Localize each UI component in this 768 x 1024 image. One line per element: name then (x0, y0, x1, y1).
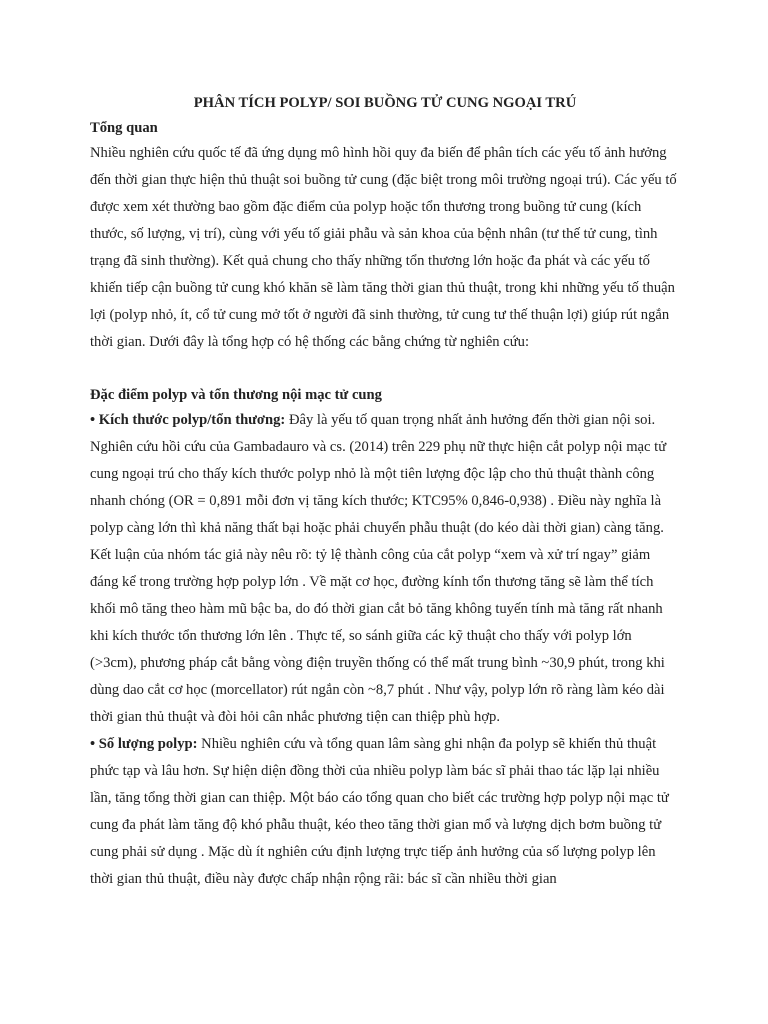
bullet-polyp-size (90, 407, 680, 731)
document-title: PHÂN TÍCH POLYP/ SOI BUỒNG TỬ CUNG NGOẠI TRÚ (193, 95, 577, 111)
overview-paragraph: Nhiều nghiên cứu quốc tế đã ứng dụng mô hình hồi quy đa biến để phân tích các yếu tố ảnh hưởng đến thời gian thực hiện thủ thuật soi buồng tử cung (đặc biệt trong môi trường ngoại trú). Các yếu tố được xem xét thường bao gồm đặc điểm của polyp hoặc tổn thương trong buồng tử cung (kích thước, số lượng, vị trí), cùng với yếu tố giải phẫu và sản khoa của bệnh nhân (tư thế tử cung, tình trạng đã sinh thường). Kết quả chung cho thấy những tổn thương lớn hoặc đa phát và các yếu tố khiến tiếp cận buồng tử cung khó khăn sẽ làm tăng thời gian thủ thuật, trong khi những yếu tố thuận lợi (polyp nhỏ, ít, cổ tử cung mở tốt ở người đã sinh thường, tử cung tư thế thuận lợi) giúp rút ngắn thời gian. Dưới đây là tổng hợp có hệ thống các bằng chứng từ nghiên cứu: (90, 145, 677, 350)
bullet-polyp-count (90, 731, 680, 893)
paragraph-spacer (90, 356, 680, 383)
bullet-polyp-count-label: • Số lượng polyp: (90, 736, 198, 752)
section-heading-polyp-characteristics: Đặc điểm polyp và tổn thương nội mạc tử cung (90, 387, 382, 403)
document-page (90, 92, 680, 893)
section-heading-overview: Tổng quan (90, 120, 158, 136)
bullet-polyp-size-label: • Kích thước polyp/tổn thương: (90, 412, 286, 428)
bullet-polyp-size-text: Đây là yếu tố quan trọng nhất ảnh hưởng đến thời gian nội soi. Nghiên cứu hồi cứu của Gambadauro và cs. (2014) trên 229 phụ nữ thực hiện cắt polyp nội mạc tử cung ngoại trú cho thấy kích thước polyp nhỏ là một tiên lượng độc lập cho thủ thuật thành công nhanh chóng (OR = 0,891 mỗi đơn vị tăng kích thước; KTC95% 0,846-0,938) . Điều này nghĩa là polyp càng lớn thì khả năng thất bại hoặc phải chuyển phẫu thuật (do kéo dài thời gian) càng tăng. Kết luận của nhóm tác giả này nêu rõ: tỷ lệ thành công của cắt polyp “xem và xử trí ngay” giảm đáng kể trong trường hợp polyp lớn . Về mặt cơ học, đường kính tổn thương tăng sẽ làm thể tích khối mô tăng theo hàm mũ bậc ba, do đó thời gian cắt bỏ tăng không tuyến tính mà tăng rất nhanh khi kích thước tổn thương lớn lên . Thực tế, so sánh giữa các kỹ thuật cho thấy với polyp lớn (>3cm), phương pháp cắt bằng vòng điện truyền thống có thể mất trung bình ~30,9 phút, trong khi dùng dao cắt cơ học (morcellator) rút ngắn còn ~8,7 phút . Như vậy, polyp lớn rõ ràng làm kéo dài thời gian thủ thuật và đòi hỏi cân nhắc phương tiện can thiệp phù hợp. (90, 412, 667, 725)
bullet-polyp-count-text: Nhiều nghiên cứu và tổng quan lâm sàng ghi nhận đa polyp sẽ khiến thủ thuật phức tạp và lâu hơn. Sự hiện diện đồng thời của nhiều polyp làm bác sĩ phải thao tác lặp lại nhiều lần, tăng tổng thời gian can thiệp. Một báo cáo tổng quan cho biết các trường hợp polyp nội mạc tử cung đa phát làm tăng độ khó phẫu thuật, kéo theo tăng thời gian mổ và lượng dịch bơm buồng tử cung phải sử dụng . Mặc dù ít nghiên cứu định lượng trực tiếp ảnh hưởng của số lượng polyp lên thời gian thủ thuật, điều này được chấp nhận rộng rãi: bác sĩ cần nhiều thời gian (90, 736, 669, 887)
